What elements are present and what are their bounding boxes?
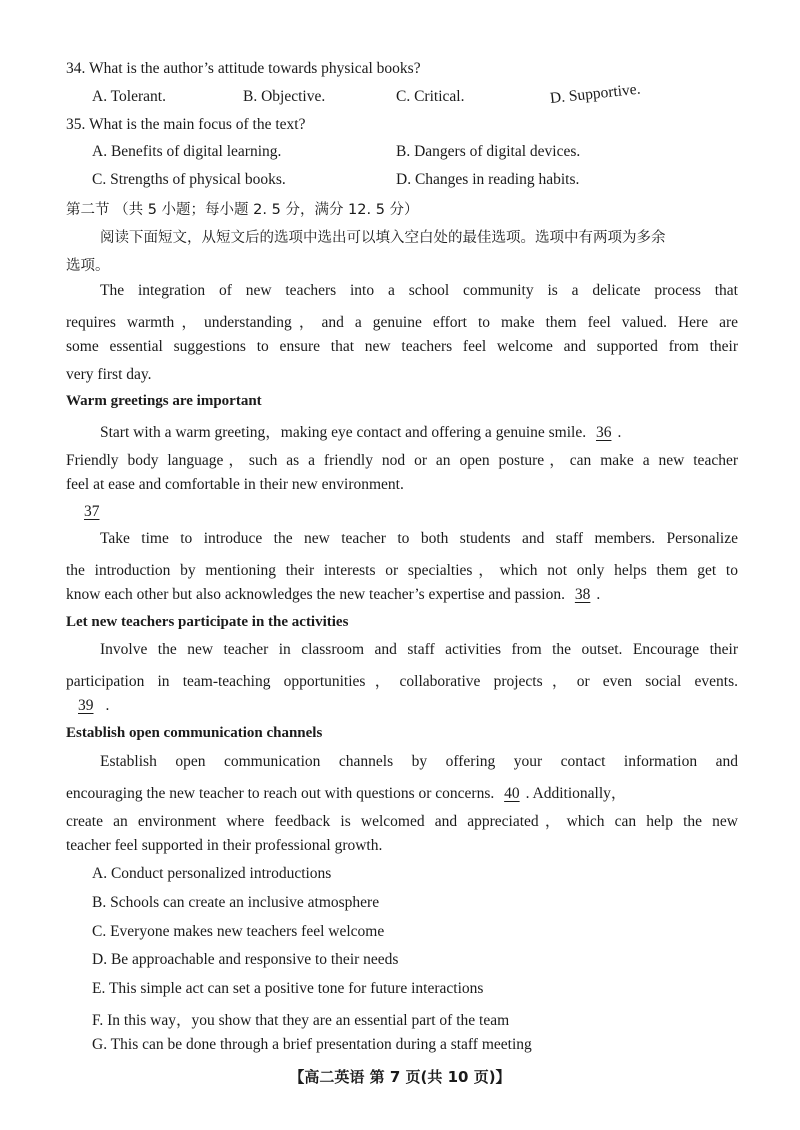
choice-d: D. Be approachable and responsive to their needs bbox=[92, 951, 399, 968]
paragraph3-line-2: participation in team-teaching opportunities，collaborative projects，or even social events. bbox=[66, 673, 738, 690]
paragraph1-line-1: Start with a warm greeting，making eye contact and offering a genuine smile. 36 . bbox=[100, 424, 622, 441]
q35-option-a: A. Benefits of digital learning. bbox=[92, 143, 282, 160]
paragraph1-line-3: feel at ease and comfortable in their new environment. bbox=[66, 476, 404, 493]
paragraph4-line-2: encouraging the new teacher to reach out with questions or concerns. 40 . Additionally， bbox=[66, 785, 627, 802]
paragraph1-line-2: Friendly body language，such as a friendly nod or an open posture，can make a new teacher bbox=[66, 452, 738, 469]
blank-38: 38 bbox=[574, 586, 591, 603]
choice-c: C. Everyone makes new teachers feel welcome bbox=[92, 923, 385, 940]
section-header: 第二节 （共 5 小题；每小题 2. 5 分，满分 12. 5 分） bbox=[66, 202, 419, 218]
q34-option-b: B. Objective. bbox=[243, 88, 326, 105]
choice-e: E. This simple act can set a positive tone for future interactions bbox=[92, 980, 484, 997]
paragraph4-line-1: Establish open communication channels by offering your contact information and bbox=[100, 753, 738, 770]
paragraph4-line-4: teacher feel supported in their professional growth. bbox=[66, 837, 383, 854]
q34-option-c: C. Critical. bbox=[396, 88, 465, 105]
choice-f: F. In this way，you show that they are an essential part of the team bbox=[92, 1012, 510, 1029]
blank-40: 40 bbox=[504, 785, 520, 802]
heading-participate: Let new teachers participate in the activities bbox=[66, 614, 349, 630]
blank-36: 36 bbox=[595, 424, 612, 441]
paragraph2-line-1: Take time to introduce the new teacher to both students and staff members. Personalize bbox=[100, 530, 738, 547]
blank-37: 37 bbox=[84, 503, 100, 520]
intro-line-3: some essential suggestions to ensure that new teachers feel welcome and supported from their bbox=[66, 338, 738, 355]
intro-line-1: The integration of new teachers into a school community is a delicate process that bbox=[100, 282, 738, 299]
blank-37-heading bbox=[66, 503, 118, 521]
paragraph2-line-2: the introduction by mentioning their interests or specialties，which not only helps them get to bbox=[66, 562, 738, 579]
choice-b: B. Schools can create an inclusive atmosphere bbox=[92, 894, 380, 911]
paragraph2-line-3: know each other but also acknowledges the new teacher’s expertise and passion. 38 . bbox=[66, 586, 601, 603]
q35-stem: 35. What is the main focus of the text? bbox=[66, 116, 306, 133]
paragraph3-line-3: 39 . bbox=[66, 697, 109, 715]
paragraph4-line-3: create an environment where feedback is welcomed and appreciated，which can help the new bbox=[66, 813, 738, 830]
q34-option-a: A. Tolerant. bbox=[92, 88, 166, 105]
blank-39: 39 bbox=[78, 697, 94, 714]
page-footer: 【高二英语 第 7 页(共 10 页)】 bbox=[289, 1068, 511, 1086]
q35-option-d: D. Changes in reading habits. bbox=[396, 171, 580, 188]
choice-a: A. Conduct personalized introductions bbox=[92, 865, 332, 882]
q35-option-c: C. Strengths of physical books. bbox=[92, 171, 286, 188]
heading-communication: Establish open communication channels bbox=[66, 725, 323, 741]
intro-line-4: very first day. bbox=[66, 366, 152, 383]
q34-option-d: D. Supportive. bbox=[549, 80, 642, 108]
q35-option-b: B. Dangers of digital devices. bbox=[396, 143, 581, 160]
section-instruction-line-1: 阅读下面短文，从短文后的选项中选出可以填入空白处的最佳选项。选项中有两项为多余 bbox=[100, 230, 666, 246]
q34-stem: 34. What is the author’s attitude towards physical books? bbox=[66, 60, 421, 77]
heading-warm-greetings: Warm greetings are important bbox=[66, 393, 262, 409]
intro-line-2: requires warmth，understanding，and a genuine effort to make them feel valued. Here are bbox=[66, 314, 738, 331]
choice-g: G. This can be done through a brief presentation during a staff meeting bbox=[92, 1036, 532, 1053]
section-instruction-line-2: 选项。 bbox=[66, 258, 110, 274]
paragraph3-line-1: Involve the new teacher in classroom and staff activities from the outset. Encourage their bbox=[100, 641, 738, 658]
